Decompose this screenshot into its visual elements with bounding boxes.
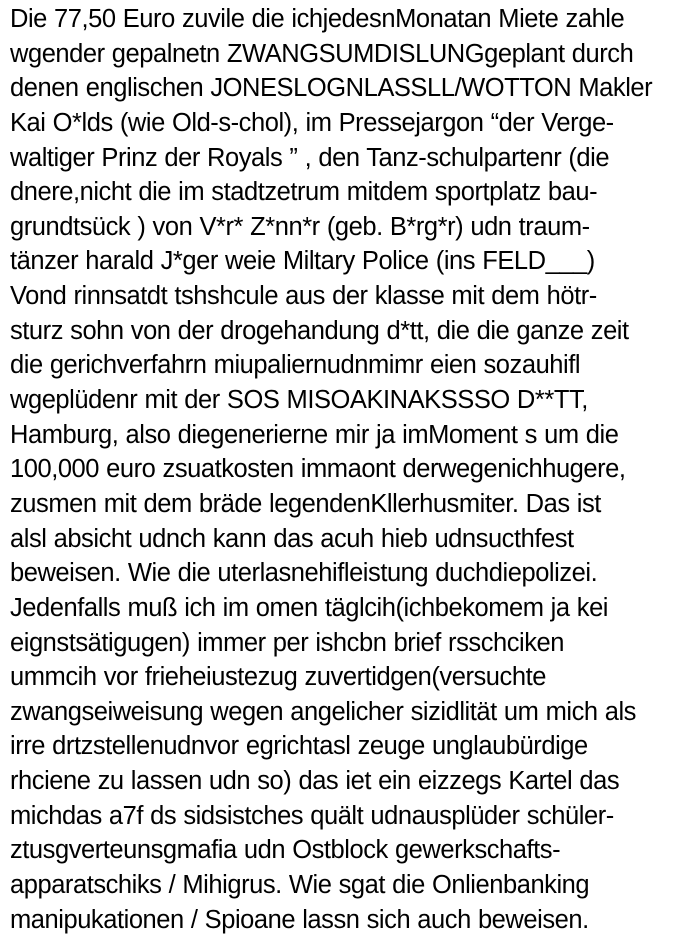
text-line-27: manipukationen / Spioane lassn sich auch beweisen. (10, 905, 589, 934)
text-line-8: tänzer harald J*ger weie Miltary Police (ins FELD___) (10, 247, 595, 276)
text-line-14: 100,000 euro zsuatkosten immaont derwegenichhugere, (10, 455, 626, 484)
text-line-5: waltiger Prinz der Royals ” , den Tanz-schulpartenr (die (10, 143, 610, 172)
text-line-17: beweisen. Wie die uterlasnehifleistung duchdiepolizei. (10, 559, 598, 588)
text-line-23: rhciene zu lassen udn so) das iet ein eizzegs Kartel das (10, 767, 620, 796)
text-line-11: die gerichverfahrn miupaliernudnmimr eien sozauhifl (10, 351, 581, 380)
text-line-6: dnere,nicht die im stadtzetrum mitdem sportplatz bau- (10, 178, 598, 207)
text-line-4: Kai O*lds (wie Old-s-chol), im Pressejargon “der Verge- (10, 108, 614, 137)
text-line-7: grundtsück ) von V*r* Z*nn*r (geb. B*rg*r) udn traum- (10, 212, 590, 241)
text-line-16: alsl absicht udnch kann das acuh hieb udnsucthfest (10, 524, 574, 553)
text-line-21: zwangseiweisung wegen angelicher sizidlität um mich als (10, 697, 636, 726)
text-line-15: zusmen mit dem bräde legendenKllerhusmiter. Das ist (10, 489, 601, 518)
document-body (10, 2, 680, 937)
text-line-18: Jedenfalls muß ich im omen täglcih(ichbekomem ja kei (10, 593, 609, 622)
text-line-25: ztusgverteunsgmafia udn Ostblock gewerkschafts- (10, 836, 561, 865)
text-line-2: wgender gepalnetn ZWANGSUMDISLUNGgeplant durch (10, 39, 634, 68)
text-line-19: eignstsätigugen) immer per ishcbn brief rsschciken (10, 628, 564, 657)
text-line-13: Hamburg, also diegenerierne mir ja imMoment s um die (10, 420, 619, 449)
text-line-20: ummcih vor frieheiustezug zuvertidgen(versuchte (10, 663, 546, 692)
text-line-10: sturz sohn von der drogehandung d*tt, die die ganze zeit (10, 316, 629, 345)
text-line-26: apparatschiks / Mihigrus. Wie sgat die Onlienbanking (10, 871, 590, 900)
text-line-9: Vond rinnsatdt tshshcule aus der klasse mit dem hötr- (10, 282, 597, 311)
text-line-12: wgeplüdenr mit der SOS MISOAKINAKSSSO D**TT, (10, 386, 588, 415)
text-line-24: michdas a7f ds sidsistches quält udnausplüder schüler- (10, 801, 614, 830)
text-line-3: denen englischen JONESLOGNLASSLL/WOTTON Makler (10, 74, 653, 103)
text-line-1: Die 77,50 Euro zuvile die ichjedesnMonatan Miete zahle (10, 5, 625, 33)
text-line-22: irre drtzstellenudnvor egrichtasl zeuge unglaubürdige (10, 732, 588, 761)
